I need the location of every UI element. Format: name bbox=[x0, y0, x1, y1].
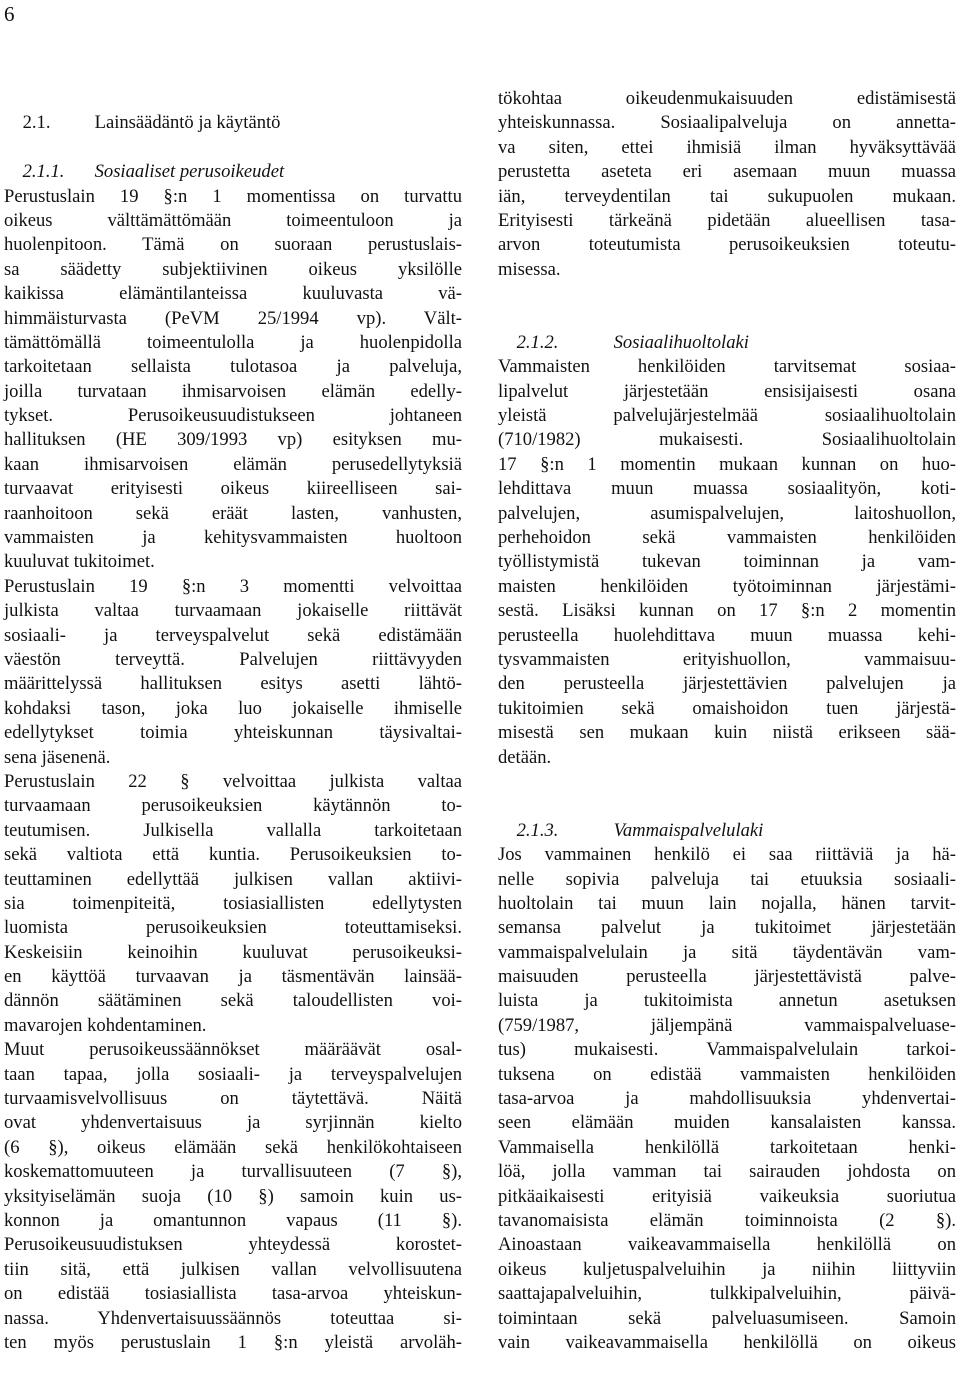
text-line: teuttaminen edellyttää julkisen vallan aktiivi- bbox=[4, 868, 462, 890]
text-line: kuuluvat tukitoimet. bbox=[4, 551, 155, 573]
text-line: mavarojen kohdentaminen. bbox=[4, 1014, 207, 1036]
text-line: Keskeisiin keinoihin kuuluvat perusoikeuksi- bbox=[4, 941, 462, 963]
text-line: huoltolain tai muun lain nojalla, hänen tarvit- bbox=[498, 892, 956, 914]
text-line: en käyttöä turvaavan ja täsmentävän lainsää- bbox=[4, 966, 462, 988]
text-line: misestä sen mukaan kuin niistä erikseen sää- bbox=[498, 722, 956, 744]
text-line: löä, jolla vamman tai sairauden johdosta on bbox=[498, 1161, 956, 1183]
text-line: 17 §:n 1 momentin mukaan kunnan on huo- bbox=[498, 453, 956, 475]
text-line: perustetta aseteta eri asemaan muun muassa bbox=[498, 161, 956, 183]
text-line: työllistymistä tukevan toiminnan ja vam- bbox=[498, 551, 956, 573]
text-line: yksityiselämän suoja (10 §) samoin kuin us- bbox=[4, 1185, 462, 1207]
section-heading bbox=[4, 87, 462, 134]
text-line: lehdittava muun muassa sosiaalityön, koti- bbox=[498, 478, 956, 500]
text-line: (759/1987, jäljempänä vammaispalveluase- bbox=[498, 1014, 956, 1036]
text-line: oikeus välttämättömään toimeentuloon ja bbox=[4, 209, 462, 231]
text-line: luista ja tukitoimista annetun asetuksen bbox=[498, 990, 956, 1012]
text-line: vain vaikeavammaisella henkilöllä on oikeus bbox=[498, 1331, 956, 1353]
text-line: nassa. Yhdenvertaisuussäännös toteuttaa si- bbox=[4, 1307, 462, 1329]
text-line: tiin sitä, että julkisen vallan velvollisuutena bbox=[4, 1258, 462, 1280]
text-line: raanhoitoon sekä eräät lasten, vanhusten, bbox=[4, 502, 462, 524]
text-line: vammaisten ja kehitysvammaisten huoltoon bbox=[4, 527, 462, 549]
text-line: määrittelyssä hallituksen esitys asetti lähtö- bbox=[4, 673, 462, 695]
text-line: sosiaali- ja terveyspalvelut sekä edistämään bbox=[4, 624, 462, 646]
right-paragraph-2 bbox=[498, 355, 956, 770]
text-line: vammaispalvelulain ja sitä täydentävän vam- bbox=[498, 941, 956, 963]
text-line: luomista perusoikeuksien toteuttamiseksi. bbox=[4, 917, 462, 939]
text-line: Ainoastaan vaikeavammaisella henkilöllä on bbox=[498, 1234, 956, 1256]
right-column bbox=[498, 87, 956, 1355]
text-line: on edistää tosiasiallista tasa-arvoa yhteiskun- bbox=[4, 1283, 462, 1305]
text-line: dännön säätäminen sekä taloudellisten voi- bbox=[4, 990, 462, 1012]
text-line: Erityisesti tärkeänä pidetään alueellisen tasa- bbox=[498, 209, 956, 231]
subsection-title: Vammaispalvelulaki bbox=[613, 819, 764, 841]
text-line: turvaamaan perusoikeuksien käytännön to- bbox=[4, 795, 462, 817]
text-line: detään. bbox=[498, 746, 552, 768]
text-line: taan tapaa, jolla sosiaali- ja terveyspalvelujen bbox=[4, 1063, 462, 1085]
text-line: tökohtaa oikeudenmukaisuuden edistämisestä bbox=[498, 88, 956, 109]
text-line: tavanomaisista elämän toiminnoista (2 §). bbox=[498, 1209, 956, 1231]
text-line: Vammaisten henkilöiden tarvitsemat sosiaa- bbox=[498, 356, 956, 378]
text-line: turvaavat erityisesti oikeus kiireelliseen sai- bbox=[4, 478, 462, 500]
text-line: ten myös perustuslain 1 §:n yleistä arvoläh- bbox=[4, 1331, 462, 1353]
subsection-number: 2.1.2. bbox=[516, 331, 559, 353]
text-line: kohdaksi tason, joka luo jokaiselle ihmiselle bbox=[4, 697, 462, 719]
text-line: kaikissa elämäntilanteissa kuuluvasta vä- bbox=[4, 283, 462, 305]
text-line: väestön terveyttä. Palvelujen riittävyyden bbox=[4, 648, 462, 670]
text-line: lipalvelut järjestetään ensisijaisesti osana bbox=[498, 380, 956, 402]
subsection-title: Sosiaaliset perusoikeudet bbox=[94, 161, 285, 183]
text-line: ovat yhdenvertaisuus ja syrjinnän kielto bbox=[4, 1112, 462, 1134]
text-line: sekä valtiota että kuntia. Perusoikeuksien to- bbox=[4, 844, 462, 866]
subsection-heading bbox=[498, 307, 956, 353]
text-line: (6 §), oikeus elämään sekä henkilökohtaiseen bbox=[4, 1136, 462, 1158]
text-line: sia toimenpiteitä, tosiasiallisten edellytysten bbox=[4, 892, 462, 914]
text-line: yleistä palvelujärjestelmää sosiaalihuoltolain bbox=[498, 405, 956, 427]
text-line: Perustuslain 19 §:n 1 momentissa on turvattu bbox=[4, 185, 462, 207]
right-paragraph-3 bbox=[498, 843, 956, 1355]
text-line: koskemattomuuteen ja turvallisuuteen (7 §), bbox=[4, 1161, 462, 1183]
text-line: arvon toteutumista perusoikeuksien toteutu- bbox=[498, 234, 956, 256]
text-line: sestä. Lisäksi kunnan on 17 §:n 2 momentin bbox=[498, 600, 956, 622]
section-number: 2.1. bbox=[22, 112, 51, 134]
text-line: semansa palvelut ja tukitoimet järjestetään bbox=[498, 917, 956, 939]
right-paragraph-1 bbox=[498, 87, 956, 282]
subsection-heading bbox=[4, 136, 462, 183]
text-line: teutumisen. Julkisella vallalla tarkoitetaan bbox=[4, 819, 462, 841]
text-line: palvelujen, asumispalvelujen, laitoshuollon, bbox=[498, 502, 956, 524]
text-line: tukitoimien sekä omaishoidon tuen järjestä- bbox=[498, 697, 956, 719]
text-line: perusteella huolehdittava muun muassa kehi- bbox=[498, 624, 956, 646]
text-line: yhteiskunnassa. Sosiaalipalveluja on annetta- bbox=[498, 112, 956, 134]
text-line: tarkoitetaan sellaista tulotasoa ja palveluja, bbox=[4, 356, 462, 378]
text-line: tus) mukaisesti. Vammaispalvelulain tarkoi- bbox=[498, 1039, 956, 1061]
text-line: iän, terveydentilan tai sukupuolen mukaan. bbox=[498, 185, 956, 207]
text-line: den perusteella järjestettävien palvelujen ja bbox=[498, 673, 956, 695]
subsection-number: 2.1.3. bbox=[516, 819, 559, 841]
text-line: Perusoikeusuudistuksen yhteydessä korostet- bbox=[4, 1234, 462, 1256]
text-line: saattajapalveluihin, tulkkipalveluihin, päivä- bbox=[498, 1283, 956, 1305]
text-line: tämättömällä toimeentulolla ja huolenpidolla bbox=[4, 331, 462, 353]
text-line: toimintaan sekä palveluasumiseen. Samoin bbox=[498, 1307, 956, 1329]
text-line: nelle sopivia palveluja tai etuuksia sosiaali- bbox=[498, 868, 956, 890]
text-line: himmäisturvasta (PeVM 25/1994 vp). Vält- bbox=[4, 307, 462, 329]
spacer bbox=[498, 282, 956, 306]
text-line: konnon ja omantunnon vapaus (11 §). bbox=[4, 1209, 462, 1231]
text-line: Muut perusoikeussäännökset määräävät osal- bbox=[4, 1039, 462, 1061]
text-line: sa säädetty subjektiivinen oikeus yksilölle bbox=[4, 258, 462, 280]
subsection-title: Sosiaalihuoltolaki bbox=[613, 331, 749, 353]
page-number: 6 bbox=[4, 2, 15, 26]
subsection-number: 2.1.1. bbox=[22, 161, 65, 183]
text-line: va siten, ettei ihmisiä ilman hyväksyttävää bbox=[498, 136, 956, 158]
text-line: huolenpitoon. Tämä on suoraan perustuslais- bbox=[4, 234, 462, 256]
text-line: joilla turvataan ihmisarvoisen elämän edelly- bbox=[4, 380, 462, 402]
text-line: oikeus kuljetuspalveluihin ja niihin liittyviin bbox=[498, 1258, 956, 1280]
left-column bbox=[4, 87, 462, 1355]
text-line: kaan ihmisarvoisen elämän perusedellytyksiä bbox=[4, 453, 462, 475]
text-line: misessa. bbox=[498, 258, 561, 280]
text-line: perhehoidon sekä vammaisten henkilöiden bbox=[498, 527, 956, 549]
left-body bbox=[4, 185, 462, 1356]
text-line: maisten henkilöiden työtoiminnan järjestämi- bbox=[498, 575, 956, 597]
text-line: tasa-arvoa ja mahdollisuuksia yhdenvertai- bbox=[498, 1088, 956, 1110]
text-line: tykset. Perusoikeusuudistukseen johtaneen bbox=[4, 405, 462, 427]
text-line: maisuuden perusteella järjestettävistä palve- bbox=[498, 966, 956, 988]
subsection-heading bbox=[498, 794, 956, 841]
text-line: turvaamisvelvollisuus on täytettävä. Näitä bbox=[4, 1088, 462, 1110]
text-line: Jos vammainen henkilö ei saa riittäviä ja hä- bbox=[498, 844, 956, 866]
section-title: Lainsäädäntö ja käytäntö bbox=[94, 112, 281, 134]
text-line: tuksena on edistää vammaisten henkilöiden bbox=[498, 1063, 956, 1085]
text-line: Perustuslain 22 § velvoittaa julkista valtaa bbox=[4, 770, 462, 792]
text-line: seen elämään muiden kansalaisten kanssa. bbox=[498, 1112, 956, 1134]
text-line: sena jäsenenä. bbox=[4, 746, 111, 768]
text-line: edellytykset toimia yhteiskunnan täysivaltai- bbox=[4, 722, 462, 744]
spacer bbox=[498, 770, 956, 794]
text-line: (710/1982) mukaisesti. Sosiaalihuoltolain bbox=[498, 429, 956, 451]
text-line: julkista valtaa turvaamaan jokaiselle riittävät bbox=[4, 600, 462, 622]
text-line: hallituksen (HE 309/1993 vp) esityksen mu- bbox=[4, 429, 462, 451]
text-line: tysvammaisten erityishuollon, vammaisuu- bbox=[498, 648, 956, 670]
text-line: Perustuslain 19 §:n 3 momentti velvoittaa bbox=[4, 575, 462, 597]
text-line: pitkäaikaisesti erityisiä vaikeuksia suoriutua bbox=[498, 1185, 956, 1207]
text-line: Vammaisella henkilöllä tarkoitetaan henki- bbox=[498, 1136, 956, 1158]
